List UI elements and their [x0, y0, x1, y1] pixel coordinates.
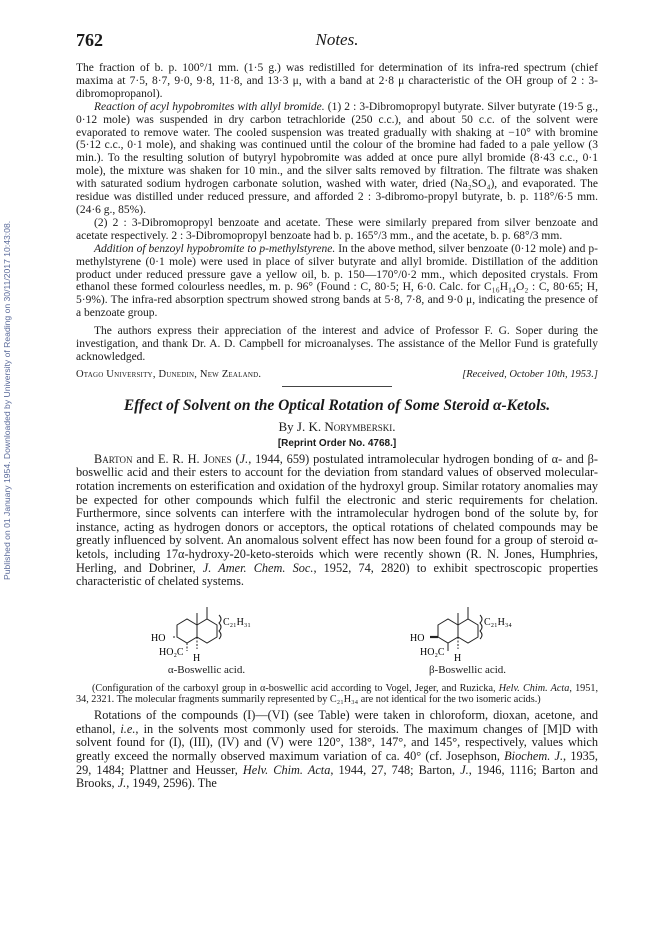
- carboxyl-label: HO₂C: [419, 646, 445, 658]
- author-surname: Norymberski.: [324, 418, 396, 434]
- paragraph-heading: Reaction of acyl hypobromites with allyl bromide.: [94, 100, 325, 113]
- page-content: [76, 62, 598, 791]
- text: and E. R. H.: [132, 451, 204, 466]
- previous-article-end: [76, 62, 598, 380]
- configuration-note: [76, 683, 598, 705]
- page-header: [76, 30, 598, 54]
- beta-boswellic-structure-drawing: [368, 595, 568, 663]
- structure-diagrams: [76, 595, 598, 679]
- section-divider: [282, 386, 392, 387]
- alpha-boswellic-structure-drawing: [107, 595, 307, 663]
- paragraph-text: (1) 2 : 3-Dibromopropyl butyrate. Silver butyrate (19·5 g., 0·12 mole) was suspended in dry carbon tetrachloride (250 c.c.), and about 50 c.c. of the solvent were evaporated to remove water. The cooled suspension was treated gradually with shaking at −10° with bromine (5·12 c.c., 0·1 mole), and shaking was continued until the colour of the bromine had faded to a pale yellow (3 min.). To the resulting solution of butyryl hypobromite was added at once pure allyl bromide (8·43 c.c., 0·1 mole), the mixture was shaken for 10 min., and the silver salts removed by filtration. The filtrate was shaken with saturated sodium hydrogen carbonate solution, washed with water, dried (Na₂SO₄), and evaporated. The residue was distilled under reduced pressure, and afforded 2 : 3-dibromo-propyl butyrate, b. p. 118°/6·5 mm. (24·6 g., 85%).: [76, 100, 598, 216]
- page-number: 762: [76, 30, 103, 50]
- structure-beta-boswellic: [368, 595, 568, 679]
- journal-name: Helv. Chim. Acta: [498, 682, 570, 694]
- paragraph: [76, 101, 598, 217]
- paragraph: (2) 2 : 3-Dibromopropyl benzoate and acetate. These were similarly prepared from silver benzoate and acetate respectively. 2 : 3-Dibromopropyl benzoate had b. p. 165°/3 mm., and the acetate, b. p. 68°/3 mm.: [76, 216, 598, 242]
- hydroxyl-label: HO: [150, 632, 165, 644]
- structure-formula: C₂₁H₃₄: [483, 616, 512, 628]
- text: (Configuration of the carboxyl group in α-boswellic acid according to Vogel, Jeger, and Ruzicka,: [92, 682, 499, 694]
- received-date: [Received, October 10th, 1953.]: [462, 368, 598, 380]
- affiliation: Otago University, Dunedin, New Zealand.: [76, 368, 262, 380]
- journal-name: Biochem. J.: [504, 748, 564, 763]
- text: , 1949, 2596). The: [126, 776, 217, 791]
- text: , 1946, 1116; Barton and Brooks,: [76, 762, 599, 791]
- affiliation-line: [76, 369, 598, 380]
- author-name: Jones: [203, 451, 232, 466]
- text: Rotations of the compounds (I)—(VI) (see Table) were taken in chloroform, dioxan, acetone, and ethanol,: [76, 708, 598, 736]
- hydrogen-label: H: [453, 652, 461, 663]
- article-paragraph-1: [76, 453, 598, 589]
- text: (: [231, 451, 240, 466]
- paragraph-heading-compound: p-methylstyrene.: [259, 242, 336, 255]
- structure-formula: C₂₁H₃₁: [222, 616, 251, 628]
- journal-name: J.: [117, 776, 127, 791]
- text: , 1935, 29, 1484; Plattner and Heusser,: [76, 748, 598, 777]
- author-prefix: By J. K.: [278, 418, 325, 434]
- paragraph-heading: Addition of benzoyl hypobromite to: [94, 242, 260, 255]
- download-watermark: Published on 01 January 1954. Downloaded by University of Reading on 30/11/2017 10:43:08.: [2, 220, 12, 580]
- paragraph: The fraction of b. p. 100°/1 mm. (1·5 g.) was redistilled for determination of its infra-red spectrum (chief maxima at 7·5, 8·7, 9·0, 9·8, 11·8, and 13·3 μ, with a band at 2·8 μ characteristic of the OH group of 2 : 3-dibromopropanol).: [76, 62, 598, 100]
- text: , 1944, 659) postulated intramolecular hydrogen bonding of α- and β-boswellic acid and their esters to account for the deviation from standard values of observed molecular-rotation increments on esterification and oxidation of the hydroxyl group. Similar rotatory anomalies may be expected for other compounds which fulfil the electronic and steric requirements for chelation. Furthermore, since solvents can interfere with the intramolecular hydrogen bond of the solute by, for instance, acting as hydrogen donors or acceptors, the optical rotations of chelated compounds may be greatly influenced by solvent. An anomalous solvent effect has now been found for a group of steroid α-ketols, including 17α-hydroxy-20-keto-steroids which were recently shown (R. N. Jones, Humphries, Herling, and Dobriner,: [76, 451, 598, 575]
- running-title: Notes.: [315, 30, 359, 49]
- structure-caption: α-Boswellic acid.: [167, 663, 246, 676]
- journal-name: J.: [239, 451, 249, 466]
- article-title: Effect of Solvent on the Optical Rotation of Some Steroid α-Ketols.: [123, 396, 551, 414]
- abbreviation: i.e.: [120, 721, 136, 736]
- structure-alpha-boswellic: [107, 595, 307, 679]
- text: , 1951, 34, 2321. The molecular fragments summarily represented by C₂₁H₃₄ are not identical for the two isomeric acids.): [76, 682, 598, 705]
- hydrogen-label: H: [192, 652, 200, 663]
- text: , 1944, 27, 748; Barton,: [330, 762, 461, 777]
- journal-name: J. Amer. Chem. Soc.: [202, 560, 314, 575]
- article-paragraph-2: [76, 709, 598, 791]
- journal-name: J.: [460, 762, 469, 777]
- paragraph-text: In the above method, silver benzoate (0·12 mole) and p-methylstyrene (0·1 mole) were used in place of silver butyrate and allyl bromide. Distillation of the addition product under reduced pressure gave a yellow oil, b. p. 150—170°/0·2 mm., which deposited crystals. From ethanol these formed colourless needles, m. p. 96° (Found : C, 80·5; H, 6·0. Calc. for C₁₆H₁₄O₂ : C, 80·65; H, 5·9%). The infra-red absorption spectrum showed strong bands at 5·8, 7·8, and 9·0 μ, indicating the presence of a benzoate group.: [76, 242, 598, 320]
- text: , in the solvents most commonly used for steroids. The maximum changes of [M]D with solvent found for (I), (III), (IV) and (V) were 120°, 138°, 147°, and 145°, respectively, values which greatly exceed the normally observed maximum variation of ca. 40° (cf. Josephson,: [76, 721, 598, 763]
- carboxyl-label: HO₂C: [158, 646, 184, 658]
- structure-caption: β-Boswellic acid.: [428, 663, 507, 676]
- paragraph: [76, 243, 598, 320]
- author-name: Barton: [94, 451, 133, 466]
- author-line: [76, 419, 598, 435]
- reprint-order: [Reprint Order No. 4768.]: [277, 437, 397, 449]
- text: , 1952, 74, 2820) to exhibit spectroscopic properties characteristic of chelated systems.: [76, 560, 598, 589]
- acknowledgement: The authors express their appreciation of the interest and advice of Professor F. G. Soper during the investigation, and thank Dr. A. D. Campbell for microanalyses. The assistance of the Mellor Fund is gratefully acknowledged.: [76, 325, 598, 363]
- hydroxyl-label: HO: [409, 632, 424, 644]
- journal-name: Helv. Chim. Acta: [242, 762, 331, 777]
